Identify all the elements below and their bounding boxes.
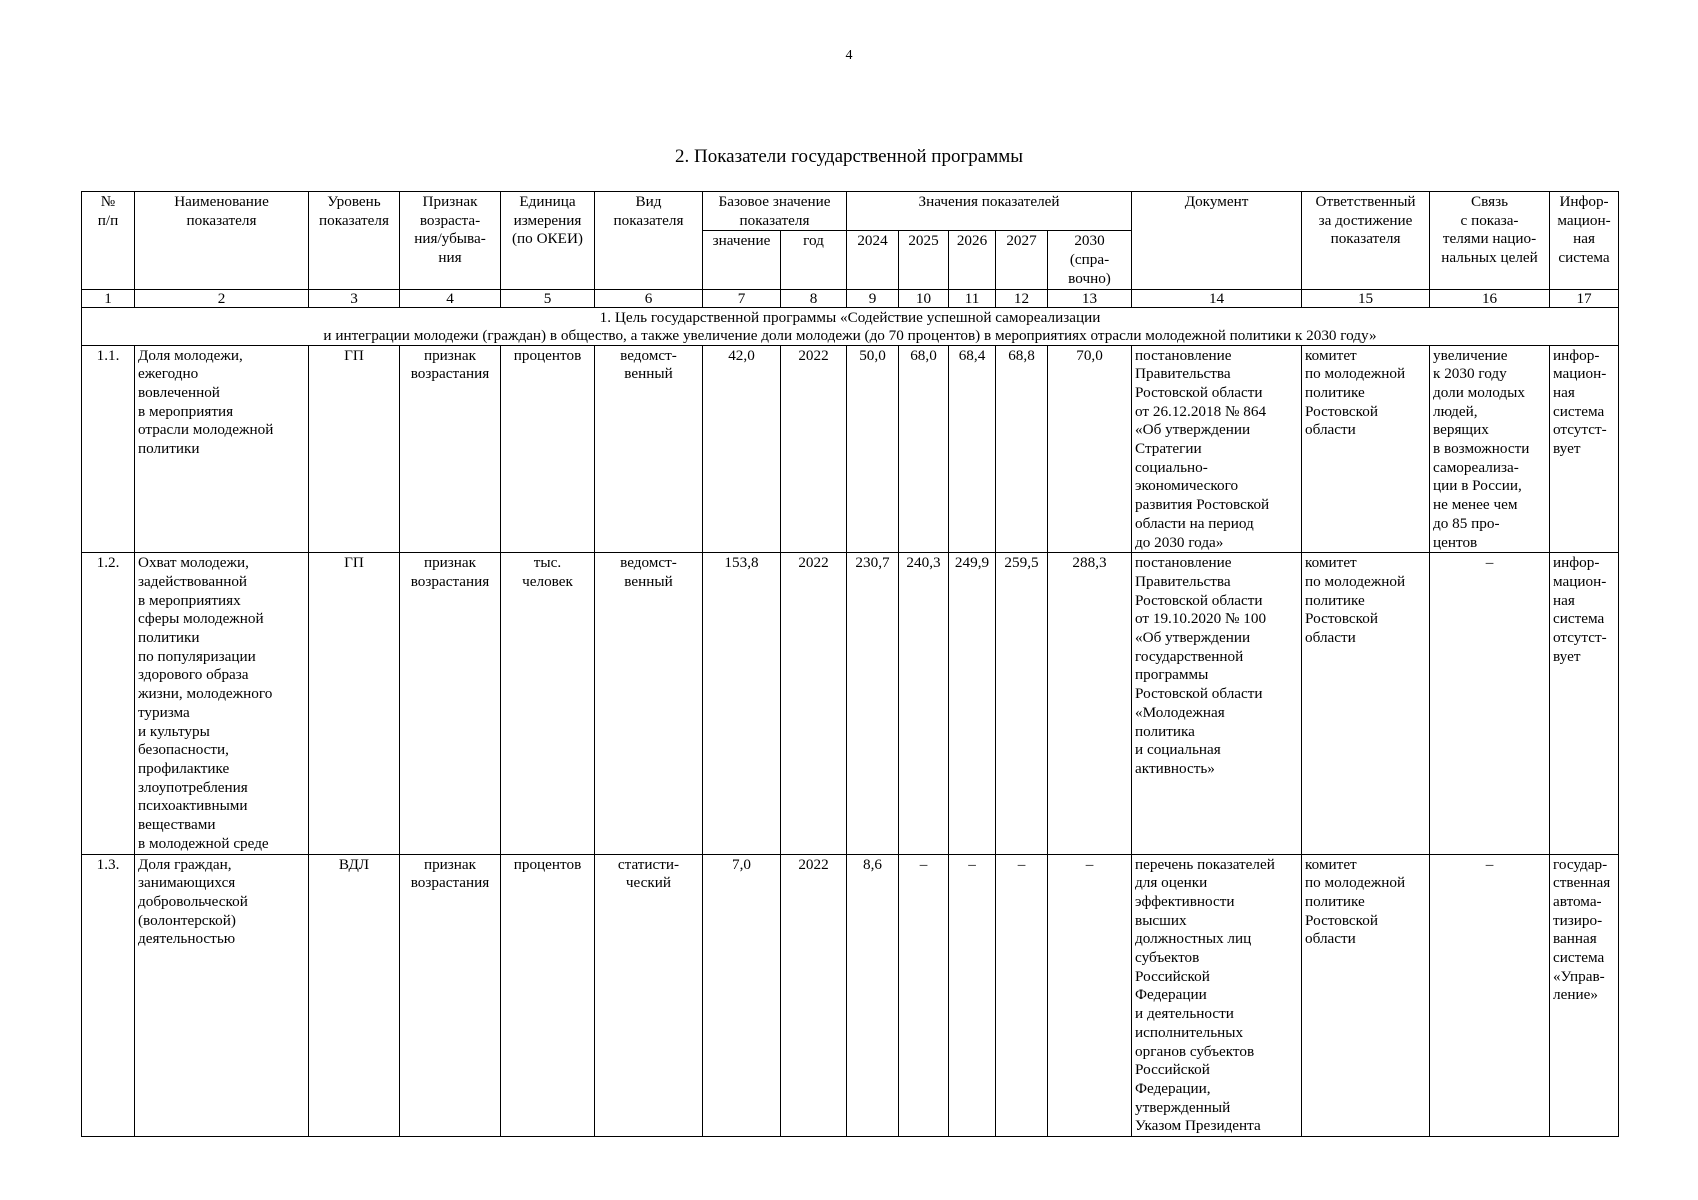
page-number: 4 xyxy=(845,48,853,63)
header-document: Документ xyxy=(1132,192,1302,290)
row-value-2024: 8,6 xyxy=(847,854,899,1137)
row-type: ведомст- венный xyxy=(595,553,703,854)
row-level: ГП xyxy=(309,553,400,854)
row-value-2027: 259,5 xyxy=(996,553,1048,854)
row-value-2026: 68,4 xyxy=(949,345,996,553)
row-value-2030: – xyxy=(1048,854,1132,1137)
row-base-year: 2022 xyxy=(781,345,847,553)
row-value-2026: 249,9 xyxy=(949,553,996,854)
row-num: 1.2. xyxy=(82,553,135,854)
row-value-2024: 230,7 xyxy=(847,553,899,854)
row-base-value: 153,8 xyxy=(703,553,781,854)
row-base-year: 2022 xyxy=(781,854,847,1137)
row-name: Доля граждан, занимающихся добровольческой (волонтерской) деятельностью xyxy=(135,854,309,1137)
header-base: Базовое значение показателя xyxy=(703,192,847,231)
row-value-2025: 240,3 xyxy=(899,553,949,854)
header-row-top xyxy=(82,192,1619,231)
row-info-system: инфор- мацион- ная система отсутст- вует xyxy=(1550,553,1619,854)
table-row xyxy=(82,854,1619,1137)
row-unit: процентов xyxy=(501,854,595,1137)
column-number: 12 xyxy=(996,289,1048,307)
header-name: Наименование показателя xyxy=(135,192,309,290)
row-unit: тыс. человек xyxy=(501,553,595,854)
row-info-system: инфор- мацион- ная система отсутст- вует xyxy=(1550,345,1619,553)
header-2025: 2025 xyxy=(899,231,949,289)
page-title: 2. Показатели государственной программы xyxy=(674,146,1024,167)
row-type: ведомст- венный xyxy=(595,345,703,553)
row-value-2026: – xyxy=(949,854,996,1137)
row-num: 1.3. xyxy=(82,854,135,1137)
header-link: Связь с показа- телями нацио- нальных целей xyxy=(1430,192,1550,290)
header-sign: Признак возраста- ния/убыва- ния xyxy=(400,192,501,290)
row-value-2030: 288,3 xyxy=(1048,553,1132,854)
header-responsible: Ответственный за достижение показателя xyxy=(1302,192,1430,290)
row-value-2030: 70,0 xyxy=(1048,345,1132,553)
column-number: 1 xyxy=(82,289,135,307)
row-sign: признак возрастания xyxy=(400,854,501,1137)
header-base-value: значение xyxy=(703,231,781,289)
row-national-goal-link: увеличение к 2030 году доли молодых людей, верящих в возможности самореализа- ции в России, не менее чем до 85 про- центов xyxy=(1430,345,1550,553)
row-document: постановление Правительства Ростовской области от 26.12.2018 № 864 «Об утверждении Стратегии социально- экономического развития Ростовской области на период до 2030 года» xyxy=(1132,345,1302,553)
header-type: Вид показателя xyxy=(595,192,703,290)
row-responsible: комитет по молодежной политике Ростовской области xyxy=(1302,854,1430,1137)
header-2030: 2030 (спра- вочно) xyxy=(1048,231,1132,289)
row-type: статисти- ческий xyxy=(595,854,703,1137)
column-number: 6 xyxy=(595,289,703,307)
row-responsible: комитет по молодежной политике Ростовской области xyxy=(1302,345,1430,553)
column-number: 5 xyxy=(501,289,595,307)
column-number: 11 xyxy=(949,289,996,307)
column-number: 10 xyxy=(899,289,949,307)
column-number: 14 xyxy=(1132,289,1302,307)
indicators-table xyxy=(81,191,1619,1137)
row-national-goal-link: – xyxy=(1430,854,1550,1137)
row-base-value: 42,0 xyxy=(703,345,781,553)
header-2026: 2026 xyxy=(949,231,996,289)
row-unit: процентов xyxy=(501,345,595,553)
row-level: ГП xyxy=(309,345,400,553)
row-responsible: комитет по молодежной политике Ростовской области xyxy=(1302,553,1430,854)
row-name: Охват молодежи, задействованной в мероприятиях сферы молодежной политики по популяризации здорового образа жизни, молодежного туризма и культуры безопасности, профилактике злоупотребления психоактивными веществами в молодежной среде xyxy=(135,553,309,854)
header-unit: Единица измерения (по ОКЕИ) xyxy=(501,192,595,290)
column-number: 8 xyxy=(781,289,847,307)
row-level: ВДЛ xyxy=(309,854,400,1137)
row-base-value: 7,0 xyxy=(703,854,781,1137)
header-num: № п/п xyxy=(82,192,135,290)
header-level: Уровень показателя xyxy=(309,192,400,290)
goal-text: 1. Цель государственной программы «Содействие успешной самореализации и интеграции молодежи (граждан) в общество, а также увеличение доли молодежи (до 70 процентов) в мероприятиях отрасли молодежной политики к 2030 году» xyxy=(82,307,1619,345)
column-number: 7 xyxy=(703,289,781,307)
row-base-year: 2022 xyxy=(781,553,847,854)
header-info: Инфор- мацион- ная система xyxy=(1550,192,1619,290)
row-document: перечень показателей для оценки эффективности высших должностных лиц субъектов Российской Федерации и деятельности исполнительных органов субъектов Российской Федерации, утвержденный Указом Президента xyxy=(1132,854,1302,1137)
column-number-row xyxy=(82,289,1619,307)
row-value-2024: 50,0 xyxy=(847,345,899,553)
table-row xyxy=(82,345,1619,553)
row-document: постановление Правительства Ростовской области от 19.10.2020 № 100 «Об утверждении государственной программы Ростовской области «Молодежная политика и социальная активность» xyxy=(1132,553,1302,854)
header-2024: 2024 xyxy=(847,231,899,289)
row-num: 1.1. xyxy=(82,345,135,553)
column-number: 17 xyxy=(1550,289,1619,307)
header-base-year: год xyxy=(781,231,847,289)
column-number: 4 xyxy=(400,289,501,307)
column-number: 16 xyxy=(1430,289,1550,307)
row-national-goal-link: – xyxy=(1430,553,1550,854)
row-sign: признак возрастания xyxy=(400,345,501,553)
row-value-2025: 68,0 xyxy=(899,345,949,553)
header-2027: 2027 xyxy=(996,231,1048,289)
column-number: 13 xyxy=(1048,289,1132,307)
column-number: 15 xyxy=(1302,289,1430,307)
row-value-2025: – xyxy=(899,854,949,1137)
column-number: 2 xyxy=(135,289,309,307)
column-number: 3 xyxy=(309,289,400,307)
column-number: 9 xyxy=(847,289,899,307)
table-row xyxy=(82,553,1619,854)
row-info-system: государ- ственная автома- тизиро- ванная система «Управ- ление» xyxy=(1550,854,1619,1137)
header-values: Значения показателей xyxy=(847,192,1132,231)
row-value-2027: – xyxy=(996,854,1048,1137)
row-name: Доля молодежи, ежегодно вовлеченной в мероприятия отрасли молодежной политики xyxy=(135,345,309,553)
row-value-2027: 68,8 xyxy=(996,345,1048,553)
goal-row xyxy=(82,307,1619,345)
row-sign: признак возрастания xyxy=(400,553,501,854)
